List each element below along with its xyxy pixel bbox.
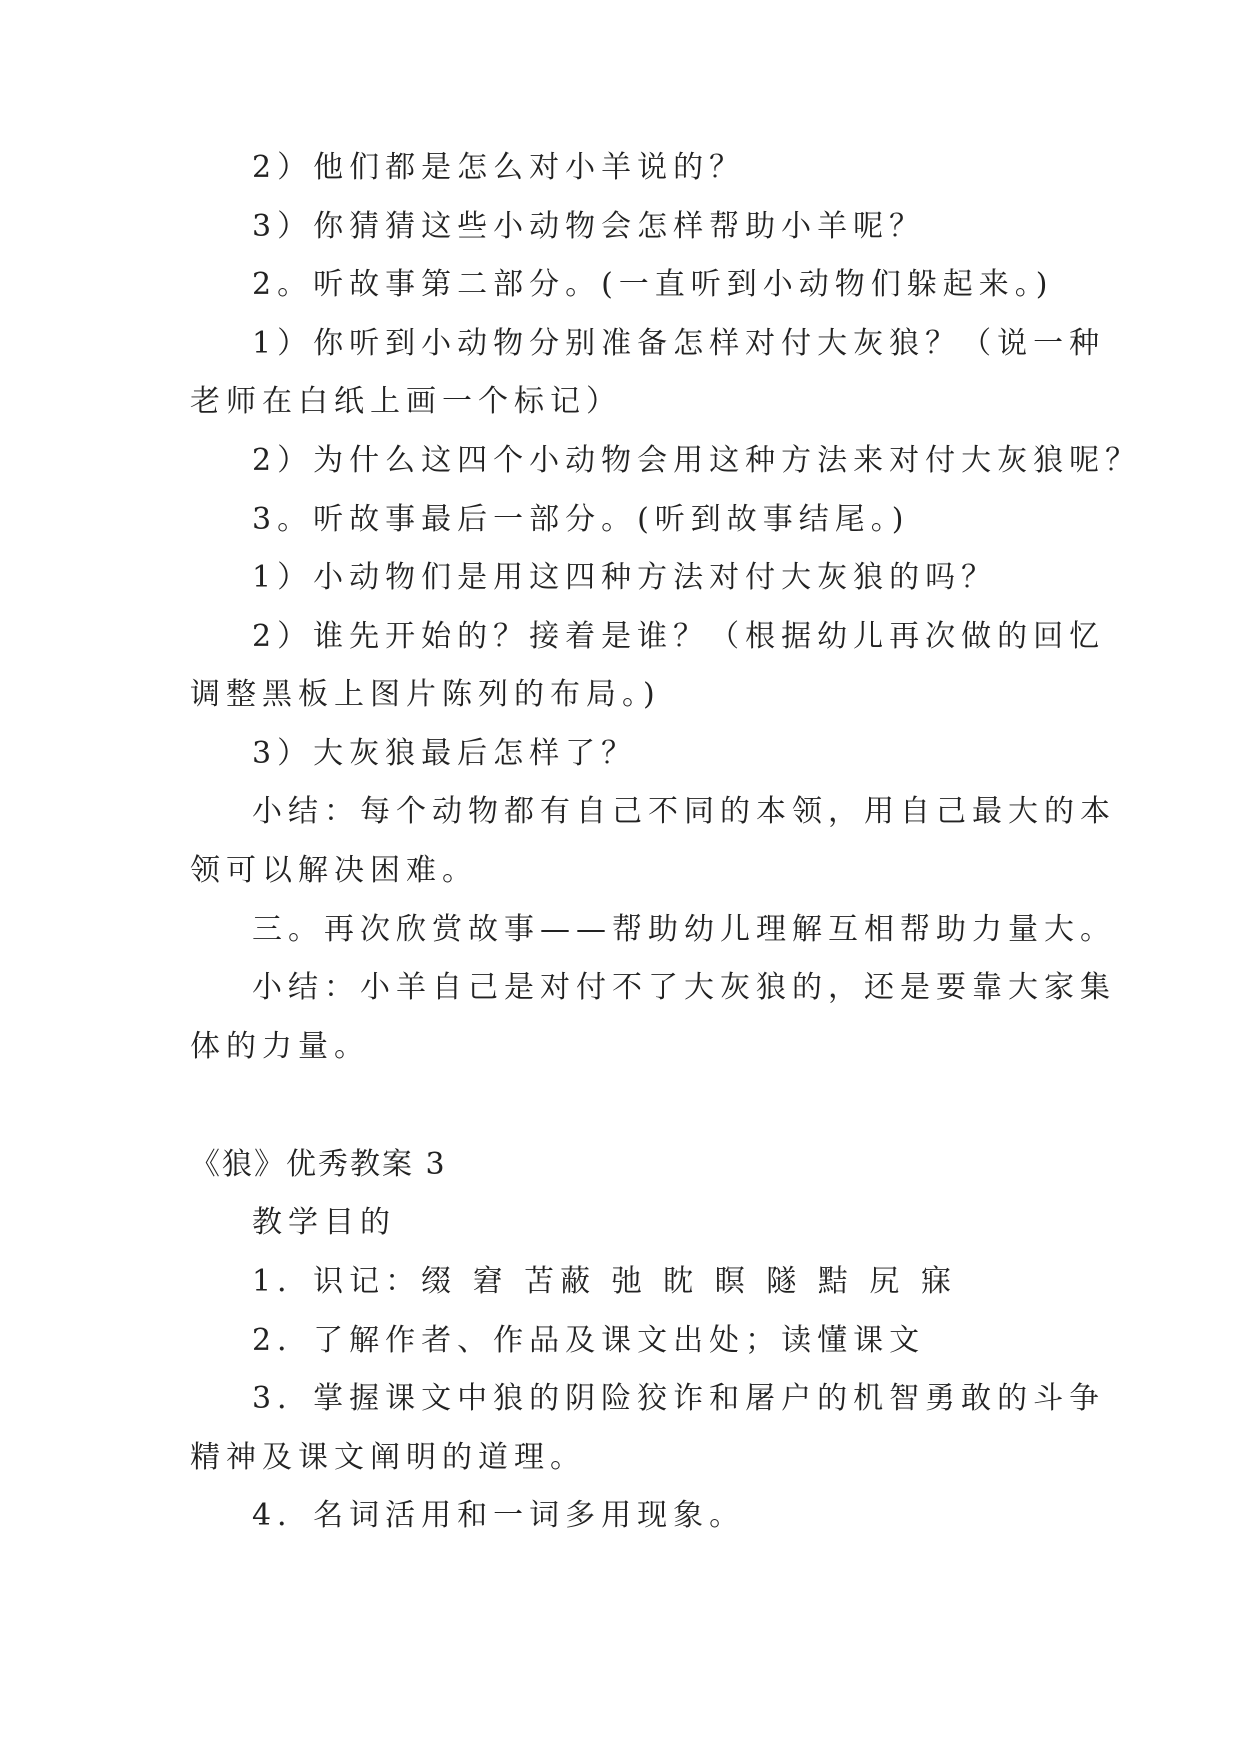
text-line: 小结：每个动物都有自己不同的本领，用自己最大的本 [252,794,1116,829]
text-line: 3．掌握课文中狼的阴险狡诈和屠户的机智勇敢的斗争 [252,1381,1106,1416]
text-line: 1．识记：缀 窘 苫蔽 弛 眈 瞑 隧 黠 尻 寐 [252,1264,957,1299]
text-line: 调整黑板上图片陈列的布局。) [190,677,661,712]
text-line: 老师在白纸上画一个标记） [190,384,622,419]
text-line: 2）谁先开始的？接着是谁？（根据幼儿再次做的回忆 [252,619,1106,654]
text-line: 2。听故事第二部分。(一直听到小动物们躲起来。) [252,267,1054,302]
text-line: 1）小动物们是用这四种方法对付大灰狼的吗？ [252,560,998,595]
text-line: 3。听故事最后一部分。(听到故事结尾。) [252,502,910,537]
text-line: 体的力量。 [190,1029,370,1064]
text-line: 4．名词活用和一词多用现象。 [252,1498,746,1533]
text-line: 2．了解作者、作品及课文出处；读懂课文 [252,1323,926,1358]
text-line: 1）你听到小动物分别准备怎样对付大灰狼？（说一种 [252,326,1106,361]
text-line: 三。再次欣赏故事——帮助幼儿理解互相帮助力量大。 [252,912,1116,947]
text-line: 小结：小羊自己是对付不了大灰狼的，还是要靠大家集 [252,970,1116,1005]
text-line: 2）为什么这四个小动物会用这种方法来对付大灰狼呢？ [252,443,1142,478]
text-line: 2）他们都是怎么对小羊说的？ [252,150,746,185]
text-line: 领可以解决困难。 [190,853,478,888]
text-line: 3）大灰狼最后怎样了？ [252,736,638,771]
text-line: 精神及课文阐明的道理。 [190,1440,586,1475]
section-heading: 《狼》优秀教案 3 [190,1147,447,1182]
text-line: 3）你猜猜这些小动物会怎样帮助小羊呢？ [252,209,926,244]
text-line: 教学目的 [252,1205,396,1240]
